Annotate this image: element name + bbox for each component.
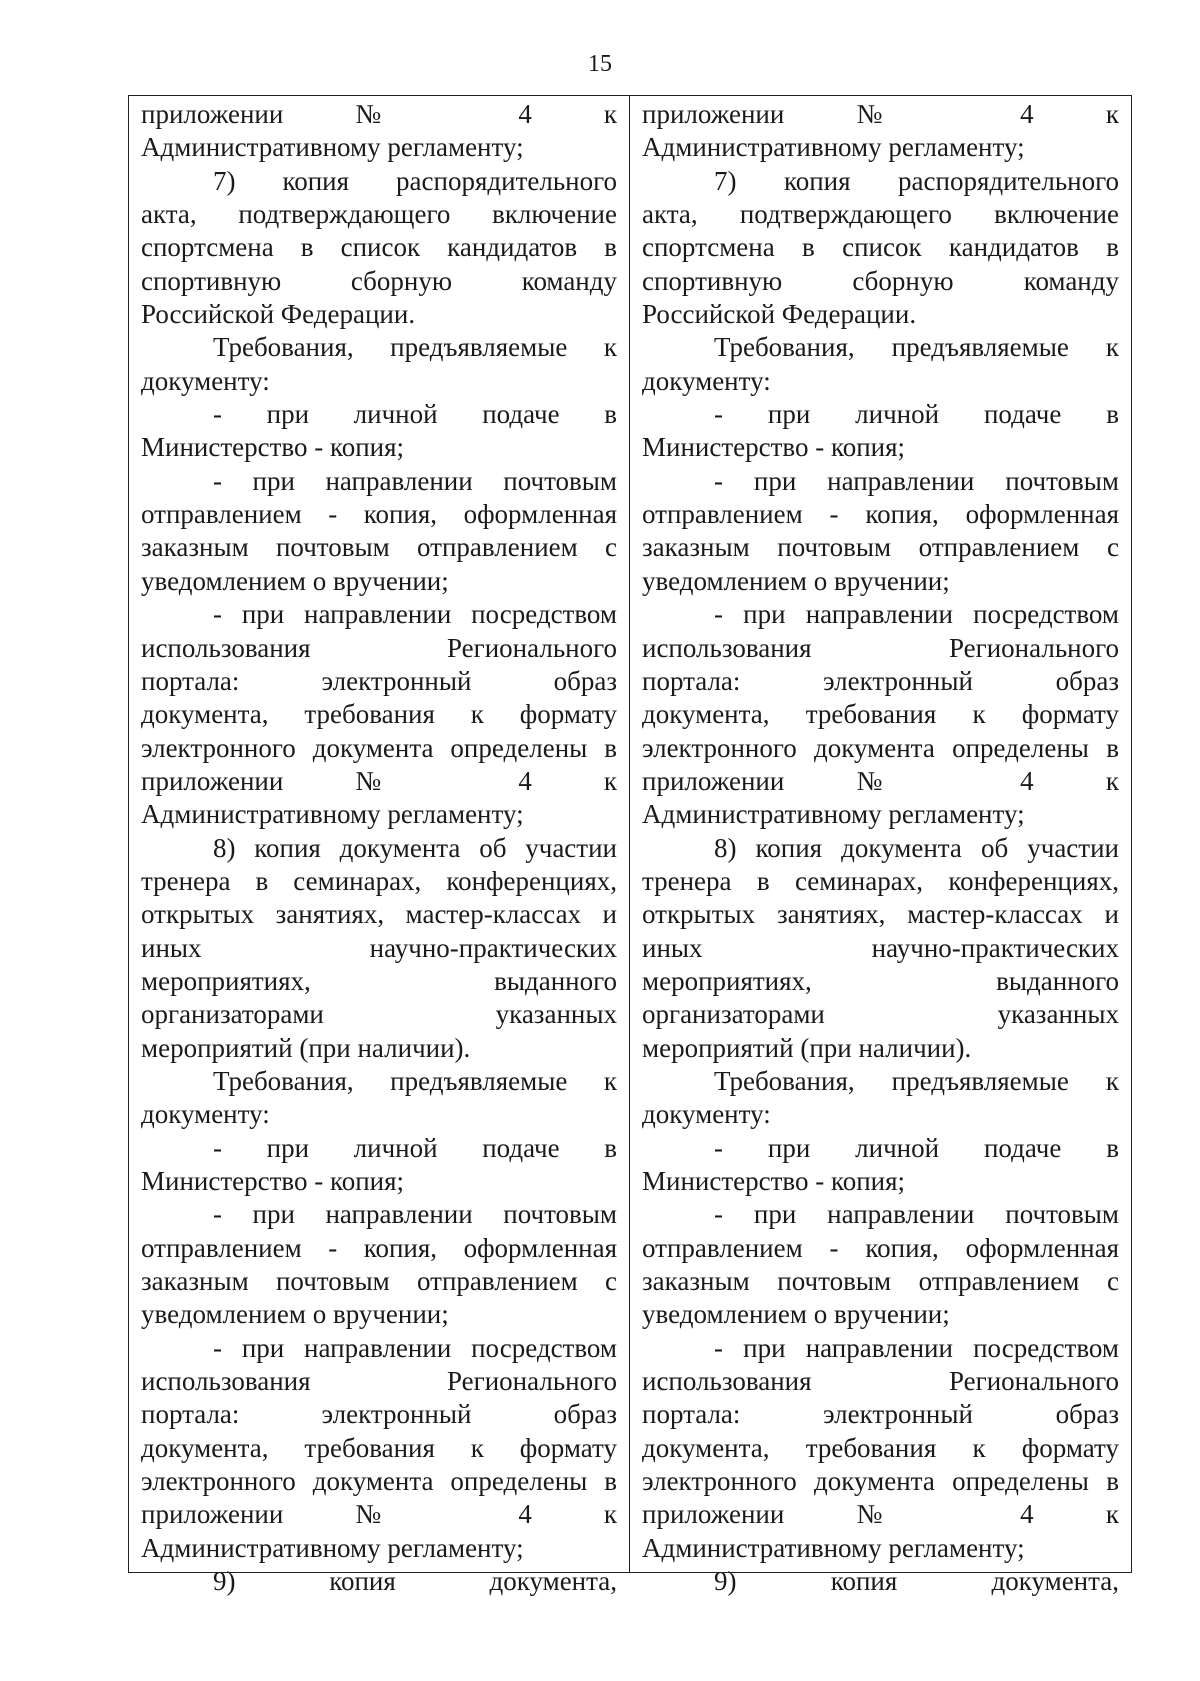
text-line: Требования, предъявляемые к (213, 332, 617, 363)
text-line: 8) копия документа об участии (213, 832, 617, 863)
text-line: приложении № 4 к (642, 99, 1119, 129)
text-line: - при личной подаче в (213, 399, 617, 430)
text-line: Административному регламенту; (642, 132, 1025, 163)
text-line: документа, требования к формату (141, 699, 617, 730)
text-line: уведомлением о вручении; (642, 565, 950, 596)
text-line: приложении № 4 к (141, 1499, 617, 1530)
text-line: электронного документа определены в (141, 1466, 617, 1497)
text-line: - при направлении посредством (714, 1332, 1119, 1363)
text-line: заказным почтовым отправлением с (141, 532, 617, 563)
text-line: уведомлением о вручении; (141, 1299, 449, 1330)
text-line: портала: электронный образ (141, 665, 617, 696)
text-line: Требования, предъявляемые к (714, 332, 1119, 363)
text-line: - при направлении почтовым (714, 1199, 1119, 1230)
table-column-right (630, 96, 1131, 1597)
text-line: портала: электронный образ (642, 665, 1119, 696)
text-line: заказным почтовым отправлением с (141, 1266, 617, 1297)
table-column-left (129, 96, 630, 1597)
text-line: приложении № 4 к (141, 765, 617, 796)
text-line: портала: электронный образ (642, 1399, 1119, 1430)
text-line: Российской Федерации. (141, 299, 416, 330)
text-line: - при направлении почтовым (213, 1199, 617, 1230)
text-line: иных научно-практических (642, 932, 1119, 963)
text-line: - при направлении почтовым (714, 465, 1119, 496)
text-line: спортивную сборную команду (642, 265, 1119, 296)
text-line: уведомлением о вручении; (642, 1299, 950, 1330)
text-line: открытых занятиях, мастер-классах и (642, 899, 1119, 930)
text-line: - при личной подаче в (213, 1132, 617, 1163)
text-line: мероприятий (при наличии). (141, 1032, 471, 1063)
text-line: документу: (642, 1099, 771, 1130)
text-line: 8) копия документа об участии (714, 832, 1119, 863)
text-line: Административному регламенту; (642, 1532, 1025, 1563)
text-line: документа, требования к формату (642, 1432, 1119, 1463)
text-line: Министерство - копия; (642, 1166, 906, 1196)
text-line: спортивную сборную команду (141, 265, 617, 296)
text-line: Административному регламенту; (141, 132, 524, 163)
text-line: мероприятий (при наличии). (642, 1032, 972, 1063)
text-line: акта, подтверждающего включение (141, 199, 617, 230)
text-line: спортсмена в список кандидатов в (141, 232, 617, 263)
text-line: спортсмена в список кандидатов в (642, 232, 1119, 263)
text-line: приложении № 4 к (642, 765, 1119, 796)
text-line: - при личной подаче в (714, 399, 1119, 430)
text-line: - при направлении почтовым (213, 465, 617, 496)
text-line: документу: (642, 365, 771, 396)
text-line: электронного документа определены в (642, 732, 1119, 763)
text-line: Административному регламенту; (141, 799, 524, 830)
text-line: заказным почтовым отправлением с (642, 532, 1119, 563)
text-line: организаторами указанных (141, 999, 617, 1030)
text-line: Министерство - копия; (642, 432, 906, 463)
text-line: использования Регионального (642, 1366, 1119, 1397)
text-line: отправлением - копия, оформленная (642, 499, 1119, 530)
text-line: тренера в семинарах, конференциях, (141, 865, 617, 896)
text-line: Требования, предъявляемые к (714, 1065, 1119, 1096)
text-line: акта, подтверждающего включение (642, 199, 1119, 230)
text-line: мероприятиях, выданного (141, 965, 617, 996)
text-line: использования Регионального (141, 1366, 617, 1397)
text-line: использования Регионального (141, 632, 617, 663)
text-line: приложении № 4 к (141, 99, 617, 129)
text-line: портала: электронный образ (141, 1399, 617, 1430)
text-line: - при направлении посредством (213, 599, 617, 630)
text-line: - при направлении посредством (714, 599, 1119, 630)
text-line: уведомлением о вручении; (141, 565, 449, 596)
text-line: Административному регламенту; (141, 1532, 524, 1563)
text-line: Административному регламенту; (642, 799, 1025, 830)
text-line: Требования, предъявляемые к (213, 1065, 617, 1096)
text-line: иных научно-практических (141, 932, 617, 963)
text-line: Министерство - копия; (141, 1166, 405, 1196)
text-line: - при направлении посредством (213, 1332, 617, 1363)
text-line: Российской Федерации. (642, 299, 917, 330)
text-line: использования Регионального (642, 632, 1119, 663)
text-line: документа, требования к формату (642, 699, 1119, 730)
text-line: электронного документа определены в (141, 732, 617, 763)
text-line: мероприятиях, выданного (642, 965, 1119, 996)
text-line: Министерство - копия; (141, 432, 405, 463)
text-line: 9) копия документа, (213, 1566, 617, 1597)
text-line: отправлением - копия, оформленная (141, 499, 617, 530)
text-line: заказным почтовым отправлением с (642, 1266, 1119, 1297)
text-line: 7) копия распорядительного (213, 165, 617, 196)
page-number: 15 (588, 51, 612, 77)
text-line: 9) копия документа, (714, 1566, 1119, 1597)
text-line: отправлением - копия, оформленная (642, 1232, 1119, 1263)
text-line: документа, требования к формату (141, 1432, 617, 1463)
text-line: 7) копия распорядительного (714, 165, 1119, 196)
text-line: открытых занятиях, мастер-классах и (141, 899, 617, 930)
text-line: тренера в семинарах, конференциях, (642, 865, 1119, 896)
comparison-table (128, 95, 1132, 1597)
text-line: организаторами указанных (642, 999, 1119, 1030)
text-line: документу: (141, 1099, 270, 1130)
text-line: документу: (141, 365, 270, 396)
text-line: приложении № 4 к (642, 1499, 1119, 1530)
text-line: - при личной подаче в (714, 1132, 1119, 1163)
text-line: электронного документа определены в (642, 1466, 1119, 1497)
text-line: отправлением - копия, оформленная (141, 1232, 617, 1263)
